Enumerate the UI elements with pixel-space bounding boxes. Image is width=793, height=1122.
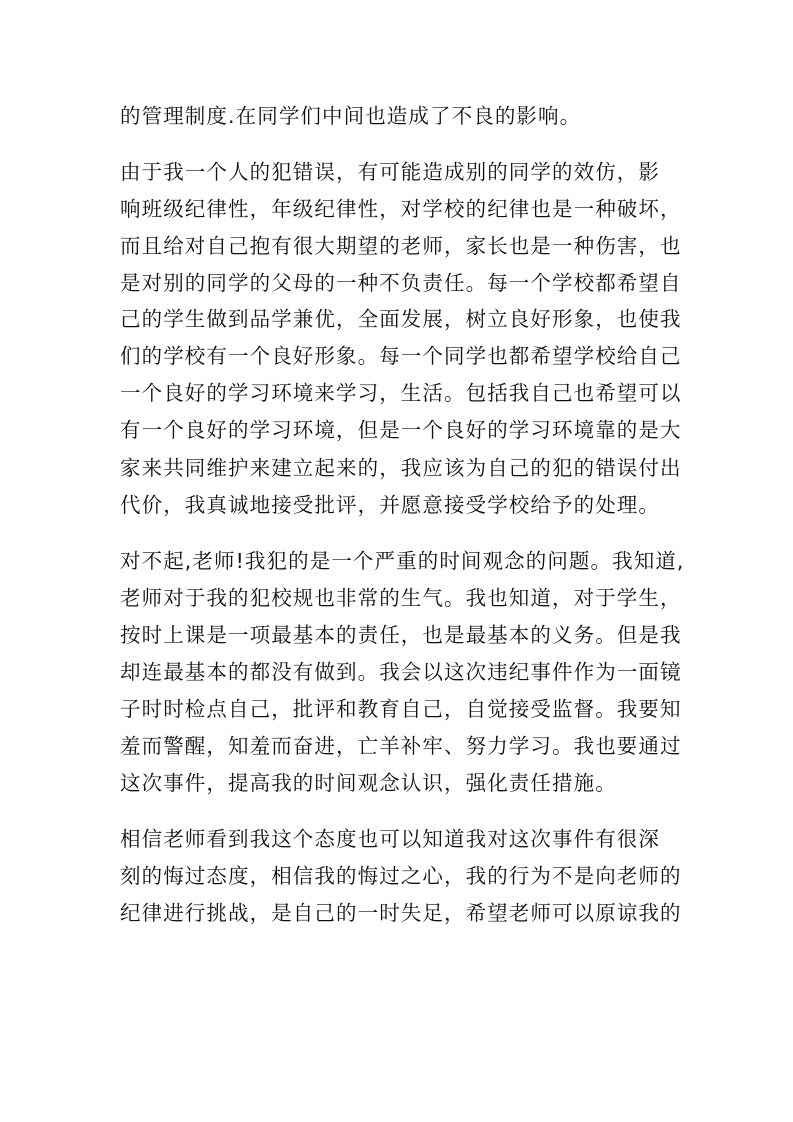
text-line: 羞而警醒，知羞而奋进，亡羊补牢、努力学习。我也要通过 (120, 734, 682, 758)
text-line: 响班级纪律性，年级纪律性，对学校的纪律也是一种破坏， (120, 197, 682, 221)
text-line: 一个良好的学习环境来学习，生活。包括我自己也希望可以 (120, 381, 682, 405)
text-line: 代价，我真诚地接受批评，并愿意接受学校给予的处理。 (120, 493, 660, 517)
text-line: 的管理制度.在同学们中间也造成了不良的影响。 (120, 104, 582, 128)
text-line: 纪律进行挑战，是自己的一时失足，希望老师可以原谅我的 (120, 901, 682, 925)
text-line: 子时时检点自己，批评和教育自己，自觉接受监督。我要知 (120, 697, 682, 721)
text-line: 刻的悔过态度，相信我的悔过之心，我的行为不是向老师的 (120, 864, 682, 888)
text-line: 却连最基本的都没有做到。我会以这次违纪事件作为一面镜 (120, 660, 682, 684)
text-line: 相信老师看到我这个态度也可以知道我对这次事件有很深 (120, 827, 660, 851)
text-line: 这次事件，提高我的时间观念认识，强化责任措施。 (120, 771, 617, 795)
text-line: 老师对于我的犯校规也非常的生气。我也知道，对于学生， (120, 586, 682, 610)
text-line: 有一个良好的学习环境，但是一个良好的学习环境靠的是大 (120, 418, 682, 442)
text-line: 己的学生做到品学兼优，全面发展，树立良好形象，也使我 (120, 307, 682, 331)
text-line: 对不起,老师!我犯的是一个严重的时间观念的问题。我知道, (120, 549, 685, 573)
text-line: 由于我一个人的犯错误，有可能造成别的同学的效仿，影 (120, 160, 660, 184)
text-line: 家来共同维护来建立起来的，我应该为自己的犯的错误付出 (120, 456, 682, 480)
text-line: 们的学校有一个良好形象。每一个同学也都希望学校给自己 (120, 344, 682, 368)
text-line: 按时上课是一项最基本的责任，也是最基本的义务。但是我 (120, 623, 682, 647)
text-line: 而且给对自己抱有很大期望的老师，家长也是一种伤害，也 (120, 234, 682, 258)
text-line: 是对别的同学的父母的一种不负责任。每一个学校都希望自 (120, 271, 682, 295)
